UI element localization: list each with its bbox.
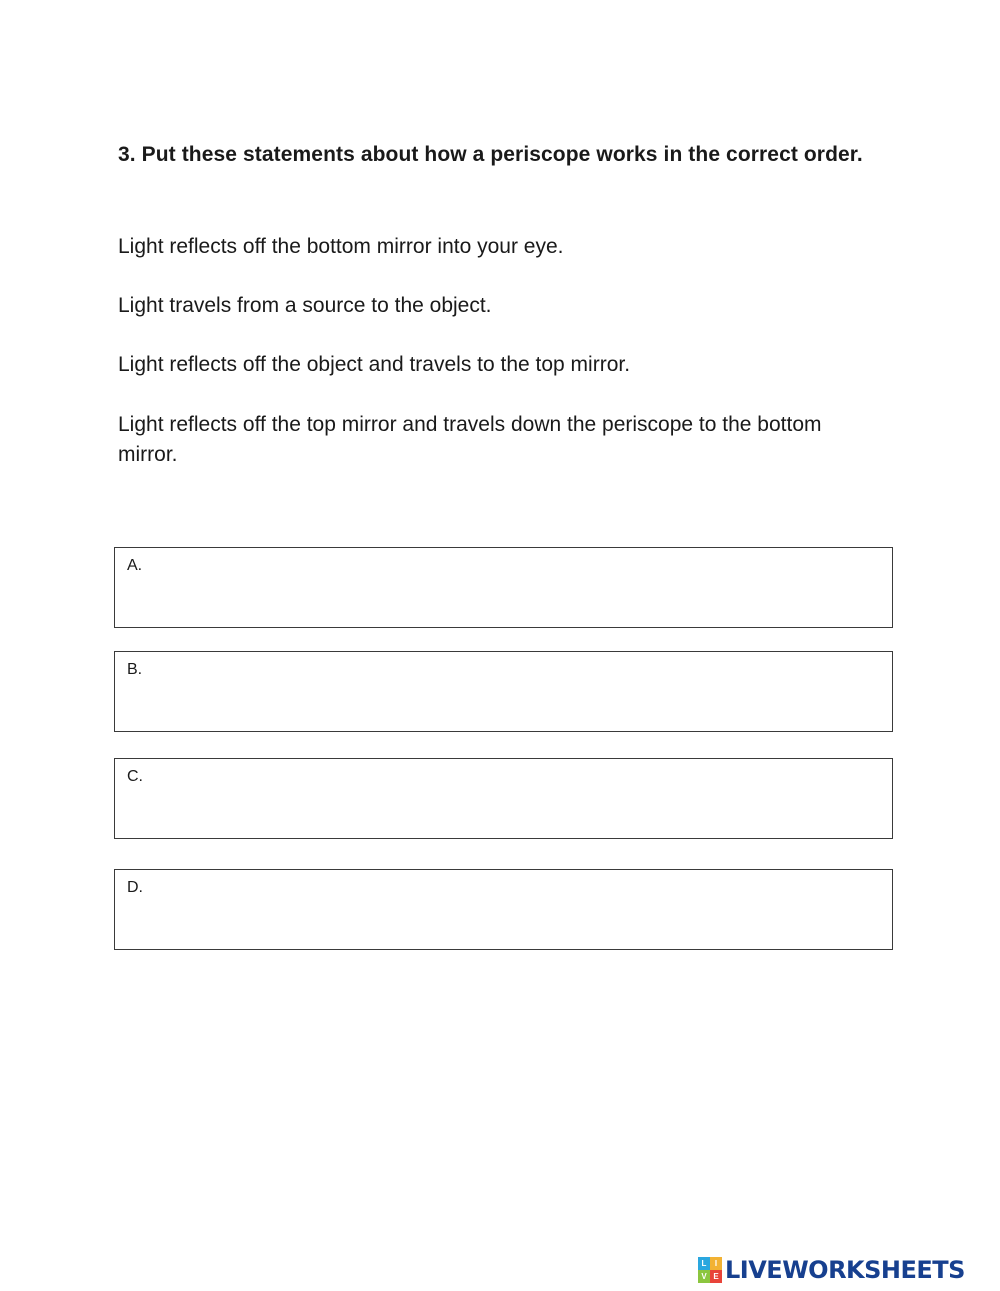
statement-1: Light reflects off the bottom mirror into your eye. <box>118 235 564 258</box>
logo-letter-e: E <box>710 1270 722 1283</box>
answer-box-a <box>114 547 893 628</box>
liveworksheets-wordmark: LIVEWORKSHEETS <box>725 1256 965 1284</box>
answer-input-c[interactable] <box>155 763 886 834</box>
logo-letter-v: V <box>698 1270 710 1283</box>
answer-label-c: C. <box>127 768 143 785</box>
answer-input-b[interactable] <box>155 656 886 727</box>
answer-box-b <box>114 651 893 732</box>
answer-input-a[interactable] <box>155 552 886 623</box>
liveworksheets-brand <box>698 1254 965 1286</box>
statement-3: Light reflects off the object and travels to the top mirror. <box>118 353 631 376</box>
question-title: 3. Put these statements about how a periscope works in the correct order. <box>118 143 863 166</box>
answer-input-d[interactable] <box>155 874 886 945</box>
statement-2: Light travels from a source to the object. <box>118 294 492 317</box>
statement-4: Light reflects off the top mirror and travels down the periscope to the bottom mirror. <box>118 413 822 466</box>
liveworksheets-logo-icon <box>698 1257 722 1283</box>
answer-box-c <box>114 758 893 839</box>
answer-label-b: B. <box>127 661 143 678</box>
answer-box-d <box>114 869 893 950</box>
answer-label-a: A. <box>127 557 143 574</box>
logo-letter-i: I <box>710 1257 722 1270</box>
answer-label-d: D. <box>127 879 143 896</box>
logo-letter-l: L <box>698 1257 710 1270</box>
